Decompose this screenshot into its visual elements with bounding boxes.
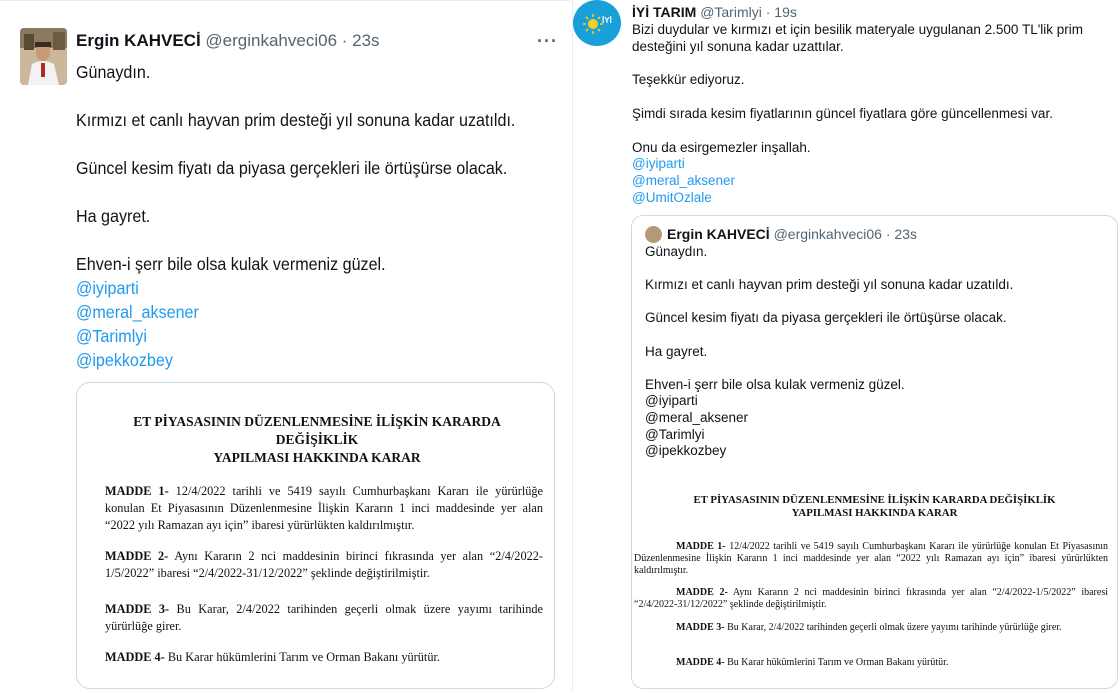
- mention-link[interactable]: @meral_aksener: [632, 173, 735, 189]
- author-name: Ergin KAHVECİ: [667, 226, 770, 242]
- tweet-paragraph: Teşekkür ediyoruz.: [632, 72, 745, 88]
- tweet-paragraph: Güncel kesim fiyatı da piyasa gerçekleri ile örtüşürse olacak.: [76, 158, 508, 178]
- sun-logo-icon: [580, 11, 614, 35]
- mention-text: @Tarimlyi: [645, 426, 705, 442]
- quoted-tweet[interactable]: [631, 215, 1118, 689]
- document-article-2: MADDE 2- Aynı Kararın 2 nci maddesinin birinci fıkrasında yer alan “2/4/2022-1/5/2022” ibaresi “2/4/2022-31/12/2022” şeklinde değiştirilmiştir.: [105, 549, 543, 580]
- tweet-text: [632, 22, 1112, 207]
- mention-link[interactable]: @iyiparti: [632, 156, 685, 172]
- tweet-time[interactable]: · 23s: [341, 31, 380, 50]
- mention-text: @ipekkozbey: [645, 443, 727, 459]
- svg-text:İYİ: İYİ: [602, 16, 612, 25]
- document-article-4: MADDE 4- Bu Karar hükümlerini Tarım ve Orman Bakanı yürütür.: [676, 657, 949, 668]
- mention-link[interactable]: @Tarimlyi: [76, 326, 147, 346]
- mention-text: @iyiparti: [645, 393, 698, 409]
- tweet-paragraph: Şimdi sırada kesim fiyatlarının güncel fiyatlara göre güncellenmesi var.: [632, 105, 1053, 121]
- tweet-paragraph: Bizi duydular ve kırmızı et için besilik materyale uygulanan 2.500 TL'lik prim desteğini yıl sonuna kadar uzattılar.: [632, 22, 1084, 54]
- tweet-time: · 23s: [885, 226, 917, 242]
- tweet-paragraph: Güncel kesim fiyatı da piyasa gerçekleri ile örtüşürse olacak.: [645, 310, 1007, 326]
- mention-link[interactable]: @UmitOzlale: [632, 189, 712, 205]
- author-handle: @erginkahveci06: [773, 226, 882, 242]
- mention-text: @meral_aksener: [645, 409, 748, 425]
- document-article-1: MADDE 1- 12/4/2022 tarihli ve 5419 sayılı Cumhurbaşkanı Kararı ile yürürlüğe konulan Et Piyasasının Düzenlenmesine İlişkin Kararın 1 inci maddesinde yer alan “2022 yılı Ramazan ayı için” ibaresi yürürlükten kaldırılmıştır.: [634, 541, 1109, 576]
- quoted-tweet-text: [645, 244, 1105, 460]
- more-options-icon[interactable]: ···: [537, 31, 558, 51]
- document-article-1: MADDE 1- 12/4/2022 tarihli ve 5419 sayılı Cumhurbaşkanı Kararı ile yürürlüğe konulan Et Piyasasının Düzenlenmesine İlişkin Kararın 1 inci maddesinde yer alan “2022 yılı Ramazan ayı için” ibaresi yürürlükten kaldırılmıştır.: [105, 484, 543, 532]
- document-article-3: MADDE 3- Bu Karar, 2/4/2022 tarihinden geçerli olmak üzere yayımı tarihinde yürürlüğe girer.: [676, 622, 1062, 633]
- tweet-paragraph: Ha gayret.: [645, 343, 708, 359]
- author-handle[interactable]: @erginkahveci06: [205, 31, 338, 50]
- tweet-text: [76, 60, 518, 372]
- document-article-2: MADDE 2- Aynı Kararın 2 nci maddesinin birinci fıkrasında yer alan “2/4/2022-1/5/2022” ibaresi “2/4/2022-31/12/2022” şeklinde değiştirilmiştir.: [634, 587, 1109, 610]
- author-name[interactable]: İYİ TARIM: [632, 4, 697, 20]
- avatar: [645, 226, 662, 243]
- tweet-paragraph: Kırmızı et canlı hayvan prim desteği yıl sonuna kadar uzatıldı.: [76, 110, 516, 130]
- mention-link[interactable]: @iyiparti: [76, 278, 139, 298]
- tweet-paragraph: Ehven-i şerr bile olsa kulak vermeniz güzel.: [76, 254, 386, 274]
- avatar[interactable]: [20, 28, 67, 85]
- tweet-paragraph: Günaydın.: [645, 244, 708, 259]
- tweet-paragraph: Ha gayret.: [76, 206, 151, 226]
- author-handle[interactable]: @Tarimlyi: [700, 4, 762, 20]
- tweet-paragraph: Kırmızı et canlı hayvan prim desteği yıl sonuna kadar uzatıldı.: [645, 277, 1014, 293]
- tweet-time[interactable]: · 19s: [765, 4, 797, 20]
- document-image[interactable]: [76, 382, 555, 689]
- logo-avatar[interactable]: [573, 0, 621, 46]
- tweet-paragraph: Günaydın.: [76, 62, 151, 82]
- document-title: ET PİYASASININ DÜZENLENMESİNE İLİŞKİN KARARDA DEĞİŞİKLİK YAPILMASI HAKKINDA KARAR: [133, 414, 501, 465]
- mention-link[interactable]: @meral_aksener: [76, 302, 199, 322]
- document-article-3: MADDE 3- Bu Karar, 2/4/2022 tarihinden geçerli olmak üzere yayımı tarihinde yürürlüğe girer.: [105, 602, 543, 633]
- tweet-paragraph: Ehven-i şerr bile olsa kulak vermeniz güzel.: [645, 376, 905, 392]
- tweet-paragraph: Onu da esirgemezler inşallah.: [632, 139, 811, 155]
- document-title: ET PİYASASININ DÜZENLENMESİNE İLİŞKİN KARARDA DEĞİŞİKLİK YAPILMASI HAKKINDA KARAR: [693, 494, 1056, 519]
- mention-link[interactable]: @ipekkozbey: [76, 350, 173, 370]
- document-article-4: MADDE 4- Bu Karar hükümlerini Tarım ve Orman Bakanı yürütür.: [105, 650, 440, 664]
- author-name[interactable]: Ergin KAHVECİ: [76, 31, 201, 50]
